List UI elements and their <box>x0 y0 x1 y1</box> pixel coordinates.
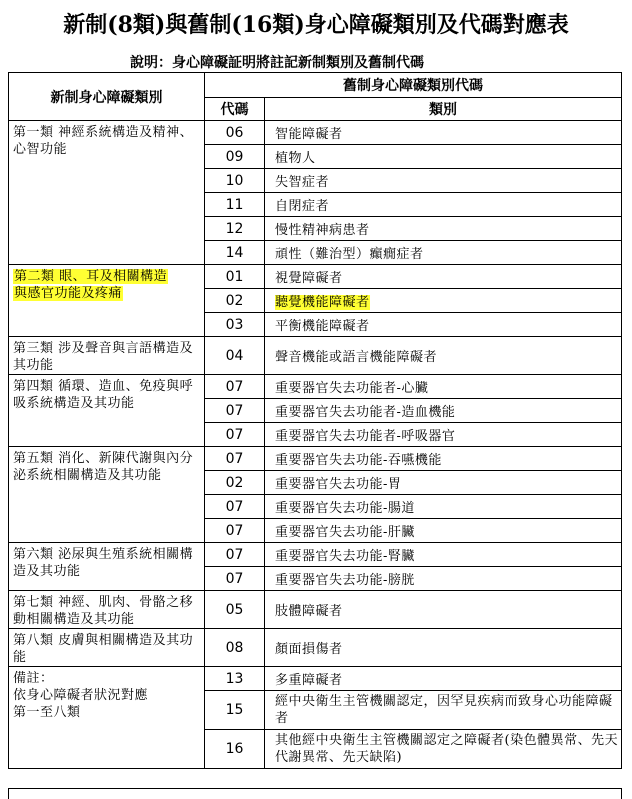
code-cell: 04 <box>205 337 265 375</box>
category-text: 第二類 眼、耳及相關構造 <box>14 269 168 284</box>
label-cell <box>265 313 622 337</box>
code-cell: 09 <box>205 145 265 169</box>
code-cell: 05 <box>205 591 265 629</box>
table-row <box>9 337 622 375</box>
code-cell: 07 <box>205 399 265 423</box>
code-cell: 12 <box>205 217 265 241</box>
code-cell: 07 <box>205 567 265 591</box>
label-text: 慢性精神病患者 <box>275 223 370 238</box>
label-cell <box>265 399 622 423</box>
code-cell: 06 <box>205 121 265 145</box>
code-cell: 07 <box>205 423 265 447</box>
label-text: 重要器官失去功能者-心臟 <box>275 381 429 396</box>
category-cell <box>9 591 205 629</box>
label-text: 重要器官失去功能者-呼吸器官 <box>275 429 456 444</box>
code-cell: 07 <box>205 447 265 471</box>
label-cell <box>265 337 622 375</box>
code-cell: 01 <box>205 265 265 289</box>
code-cell: 08 <box>205 629 265 667</box>
code-cell: 11 <box>205 193 265 217</box>
category-cell <box>9 447 205 543</box>
category-text: 第一類 神經系統構造及精神、心智功能 <box>13 125 194 157</box>
table-row <box>9 543 622 567</box>
label-text: 視覺障礙者 <box>275 271 343 286</box>
category-text: 第四類 循環、造血、免疫與呼吸系統構造及其功能 <box>13 379 194 411</box>
code-cell: 15 <box>205 691 265 730</box>
notes-text: 備註： <box>13 671 54 686</box>
notes-cell <box>9 667 205 769</box>
code-cell: 02 <box>205 471 265 495</box>
table-body <box>9 121 622 769</box>
category-cell <box>9 629 205 667</box>
header-new-system: 新制身心障礙類別 <box>9 73 205 121</box>
label-cell <box>265 241 622 265</box>
table-row <box>9 447 622 471</box>
label-cell <box>265 629 622 667</box>
label-text: 重要器官失去功能-膀胱 <box>275 573 415 588</box>
footer-box <box>8 788 622 799</box>
code-cell: 07 <box>205 375 265 399</box>
category-text: 第八類 皮膚與相關構造及其功能 <box>13 633 194 665</box>
table-row <box>9 667 622 691</box>
category-text: 第五類 消化、新陳代謝與內分泌系統相關構造及其功能 <box>13 451 194 483</box>
table-row <box>9 375 622 399</box>
label-text: 平衡機能障礙者 <box>275 319 370 334</box>
code-cell: 13 <box>205 667 265 691</box>
label-cell <box>265 519 622 543</box>
code-cell: 03 <box>205 313 265 337</box>
notes-text: 第一至八類 <box>13 705 81 720</box>
label-text: 重要器官失去功能-胃 <box>275 477 402 492</box>
category-text: 與感官功能及疼痛 <box>14 286 123 301</box>
label-text: 聲音機能或語言機能障礙者 <box>275 350 438 365</box>
label-cell <box>265 375 622 399</box>
mapping-table <box>8 72 622 769</box>
page-title: 新制(8類)與舊制(16類)身心障礙類別及代碼對應表 <box>63 12 569 38</box>
label-text: 重要器官失去功能者-造血機能 <box>275 405 456 420</box>
label-text: 重要器官失去功能-肝臟 <box>275 525 415 540</box>
label-text: 聽覺機能障礙者 <box>275 295 370 310</box>
label-cell <box>265 471 622 495</box>
code-cell: 02 <box>205 289 265 313</box>
label-cell <box>265 193 622 217</box>
label-text: 智能障礙者 <box>275 127 343 142</box>
notes-text: 依身心障礙者狀況對應 <box>13 688 149 703</box>
label-text: 植物人 <box>275 151 316 166</box>
label-cell: 其他經中央衛生主管機關認定之障礙者(染色體異常、先天代謝異常、先天缺陷) <box>265 730 622 769</box>
label-cell <box>265 217 622 241</box>
category-cell <box>9 337 205 375</box>
code-cell: 14 <box>205 241 265 265</box>
label-cell <box>265 423 622 447</box>
label-text: 重要器官失去功能-吞嚥機能 <box>275 453 442 468</box>
label-text: 顏面損傷者 <box>275 642 343 657</box>
label-cell <box>265 145 622 169</box>
category-cell <box>9 375 205 447</box>
category-text: 第七類 神經、肌肉、骨骼之移動相關構造及其功能 <box>13 595 194 627</box>
table-row <box>9 121 622 145</box>
label-cell <box>265 121 622 145</box>
label-cell <box>265 495 622 519</box>
label-text: 頑性（難治型）癲癇症者 <box>275 247 424 262</box>
label-cell: 經中央衛生主管機關認定，因罕見疾病而致身心功能障礙者 <box>265 691 622 730</box>
category-text: 第六類 泌尿與生殖系統相關構造及其功能 <box>13 547 194 579</box>
label-text: 失智症者 <box>275 175 330 190</box>
label-text: 肢體障礙者 <box>275 604 343 619</box>
header-code: 代碼 <box>205 98 265 121</box>
code-cell: 10 <box>205 169 265 193</box>
subtitle: 說明：身心障礙証明將註記新制類別及舊制代碼 <box>130 55 424 71</box>
label-cell: 多重障礙者 <box>265 667 622 691</box>
category-cell <box>9 121 205 265</box>
code-cell: 07 <box>205 495 265 519</box>
table-row <box>9 591 622 629</box>
table-row <box>9 265 622 289</box>
code-cell: 07 <box>205 519 265 543</box>
label-text: 重要器官失去功能-腸道 <box>275 501 415 516</box>
label-cell <box>265 169 622 193</box>
code-cell: 07 <box>205 543 265 567</box>
label-cell <box>265 265 622 289</box>
label-cell <box>265 543 622 567</box>
label-cell <box>265 567 622 591</box>
code-cell: 16 <box>205 730 265 769</box>
category-cell <box>9 543 205 591</box>
label-cell <box>265 289 622 313</box>
label-cell <box>265 591 622 629</box>
label-text: 自閉症者 <box>275 199 330 214</box>
table-row <box>9 629 622 667</box>
category-text: 第三類 涉及聲音與言語構造及其功能 <box>13 341 194 373</box>
label-text: 重要器官失去功能-腎臟 <box>275 549 415 564</box>
label-cell <box>265 447 622 471</box>
header-category: 類別 <box>265 98 622 121</box>
header-old-system: 舊制身心障礙類別代碼 <box>205 73 622 98</box>
category-cell <box>9 265 205 337</box>
